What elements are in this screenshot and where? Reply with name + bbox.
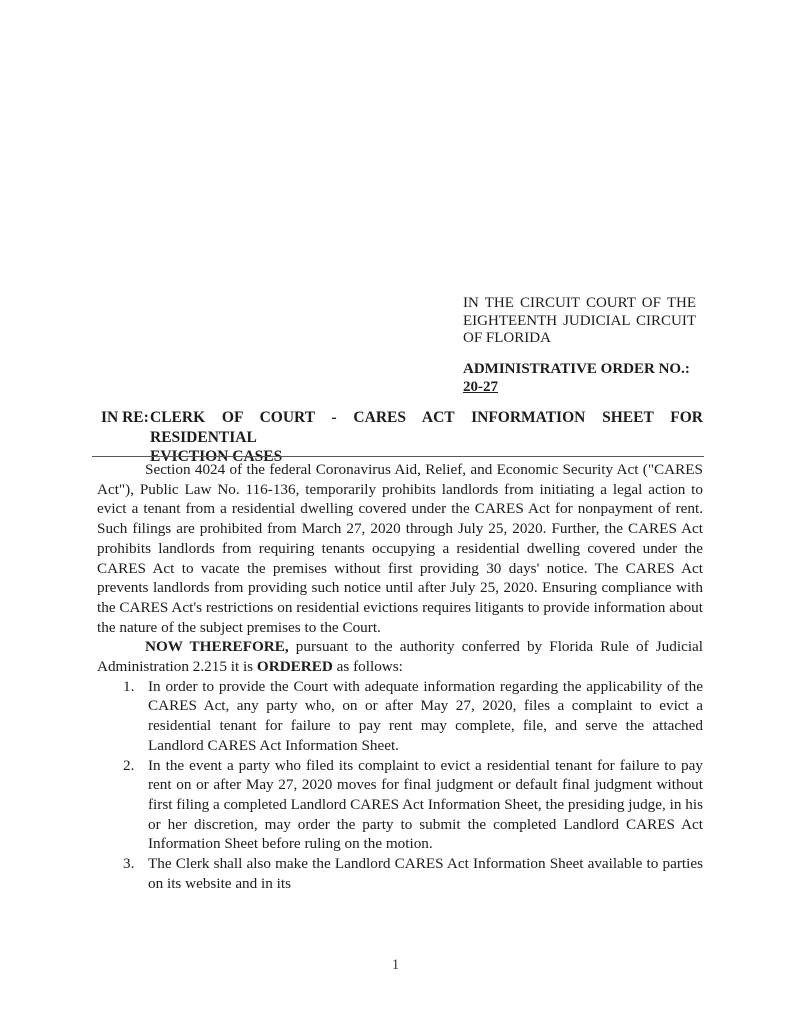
list-item-text: In the event a party who filed its complaint to evict a residential tenant for failure to pay rent on or after May 27, 2020 moves for final judgment or default final judgment without first filing a completed Landlord CARES Act Information Sheet, the presiding judge, in his or her discretion, may order the party to submit the completed Landlord CARES Act Information Sheet before ruling on the motion.	[148, 756, 703, 853]
court-caption	[463, 295, 696, 348]
paragraph-cares-act-summary: Section 4024 of the federal Coronavirus Aid, Relief, and Economic Security Act ("CARES Act"), Public Law No. 116-136, temporarily prohibits landlords from initiating a legal action to evict a tenant from a residential dwelling covered under the CARES Act for nonpayment of rent. Such filings are prohibited from March 27, 2020 through July 25, 2020. Further, the CARES Act prohibits landlords from requiring tenants occupying a residential dwelling covered under the CARES Act to vacate the premises without first providing 30 days' notice. The CARES Act prevents landlords from providing such notice until after July 25, 2020. Ensuring compliance with the CARES Act's restrictions on residential evictions requires litigants to provide information about the nature of the subject premises to the Court.	[97, 461, 703, 636]
in-re-text	[150, 408, 703, 467]
list-item-number: 3.	[123, 855, 135, 873]
list-item	[97, 854, 703, 893]
in-re-label: IN RE:	[101, 409, 149, 426]
list-item-text: The Clerk shall also make the Landlord CARES Act Information Sheet available to parties on its website and in its	[148, 855, 703, 892]
in-re-line1: CLERK OF COURT - CARES ACT INFORMATION SHEET FOR RESIDENTIAL	[150, 409, 703, 446]
administrative-order-block	[463, 360, 696, 396]
in-re-heading	[101, 408, 703, 467]
now-therefore-bold: NOW THEREFORE,	[145, 638, 289, 656]
in-re-line2: EVICTION CASES	[150, 448, 283, 465]
administrative-order-label: ADMINISTRATIVE ORDER NO.:	[463, 361, 690, 377]
list-item	[97, 756, 703, 855]
ordered-provisions-list	[97, 677, 703, 894]
list-item-number: 1.	[123, 677, 135, 695]
now-therefore-text: pursuant to the authority conferred by Florida Rule of Judicial Administration 2.215 it is	[97, 638, 703, 676]
caption-separator-rule	[92, 456, 704, 457]
paragraph-now-therefore	[97, 637, 703, 676]
order-body	[97, 460, 703, 893]
administrative-order-number: 20-27	[463, 379, 498, 395]
court-caption-line: OF FLORIDA	[463, 330, 551, 346]
court-caption-line: IN THE CIRCUIT COURT OF THE	[463, 295, 696, 311]
page-number: 1	[391, 957, 400, 973]
as-follows-text: as follows:	[332, 658, 403, 676]
list-item	[97, 677, 703, 756]
ordered-bold: ORDERED	[256, 658, 333, 676]
court-caption-line: EIGHTEENTH JUDICIAL CIRCUIT	[463, 312, 696, 329]
list-item-number: 2.	[123, 756, 135, 774]
list-item-text: In order to provide the Court with adequate information regarding the applicability of the CARES Act, any party who, on or after May 27, 2020, files a complaint to evict a residential tenant for failure to pay rent may complete, file, and serve the attached Landlord CARES Act Information Sheet.	[148, 677, 703, 754]
